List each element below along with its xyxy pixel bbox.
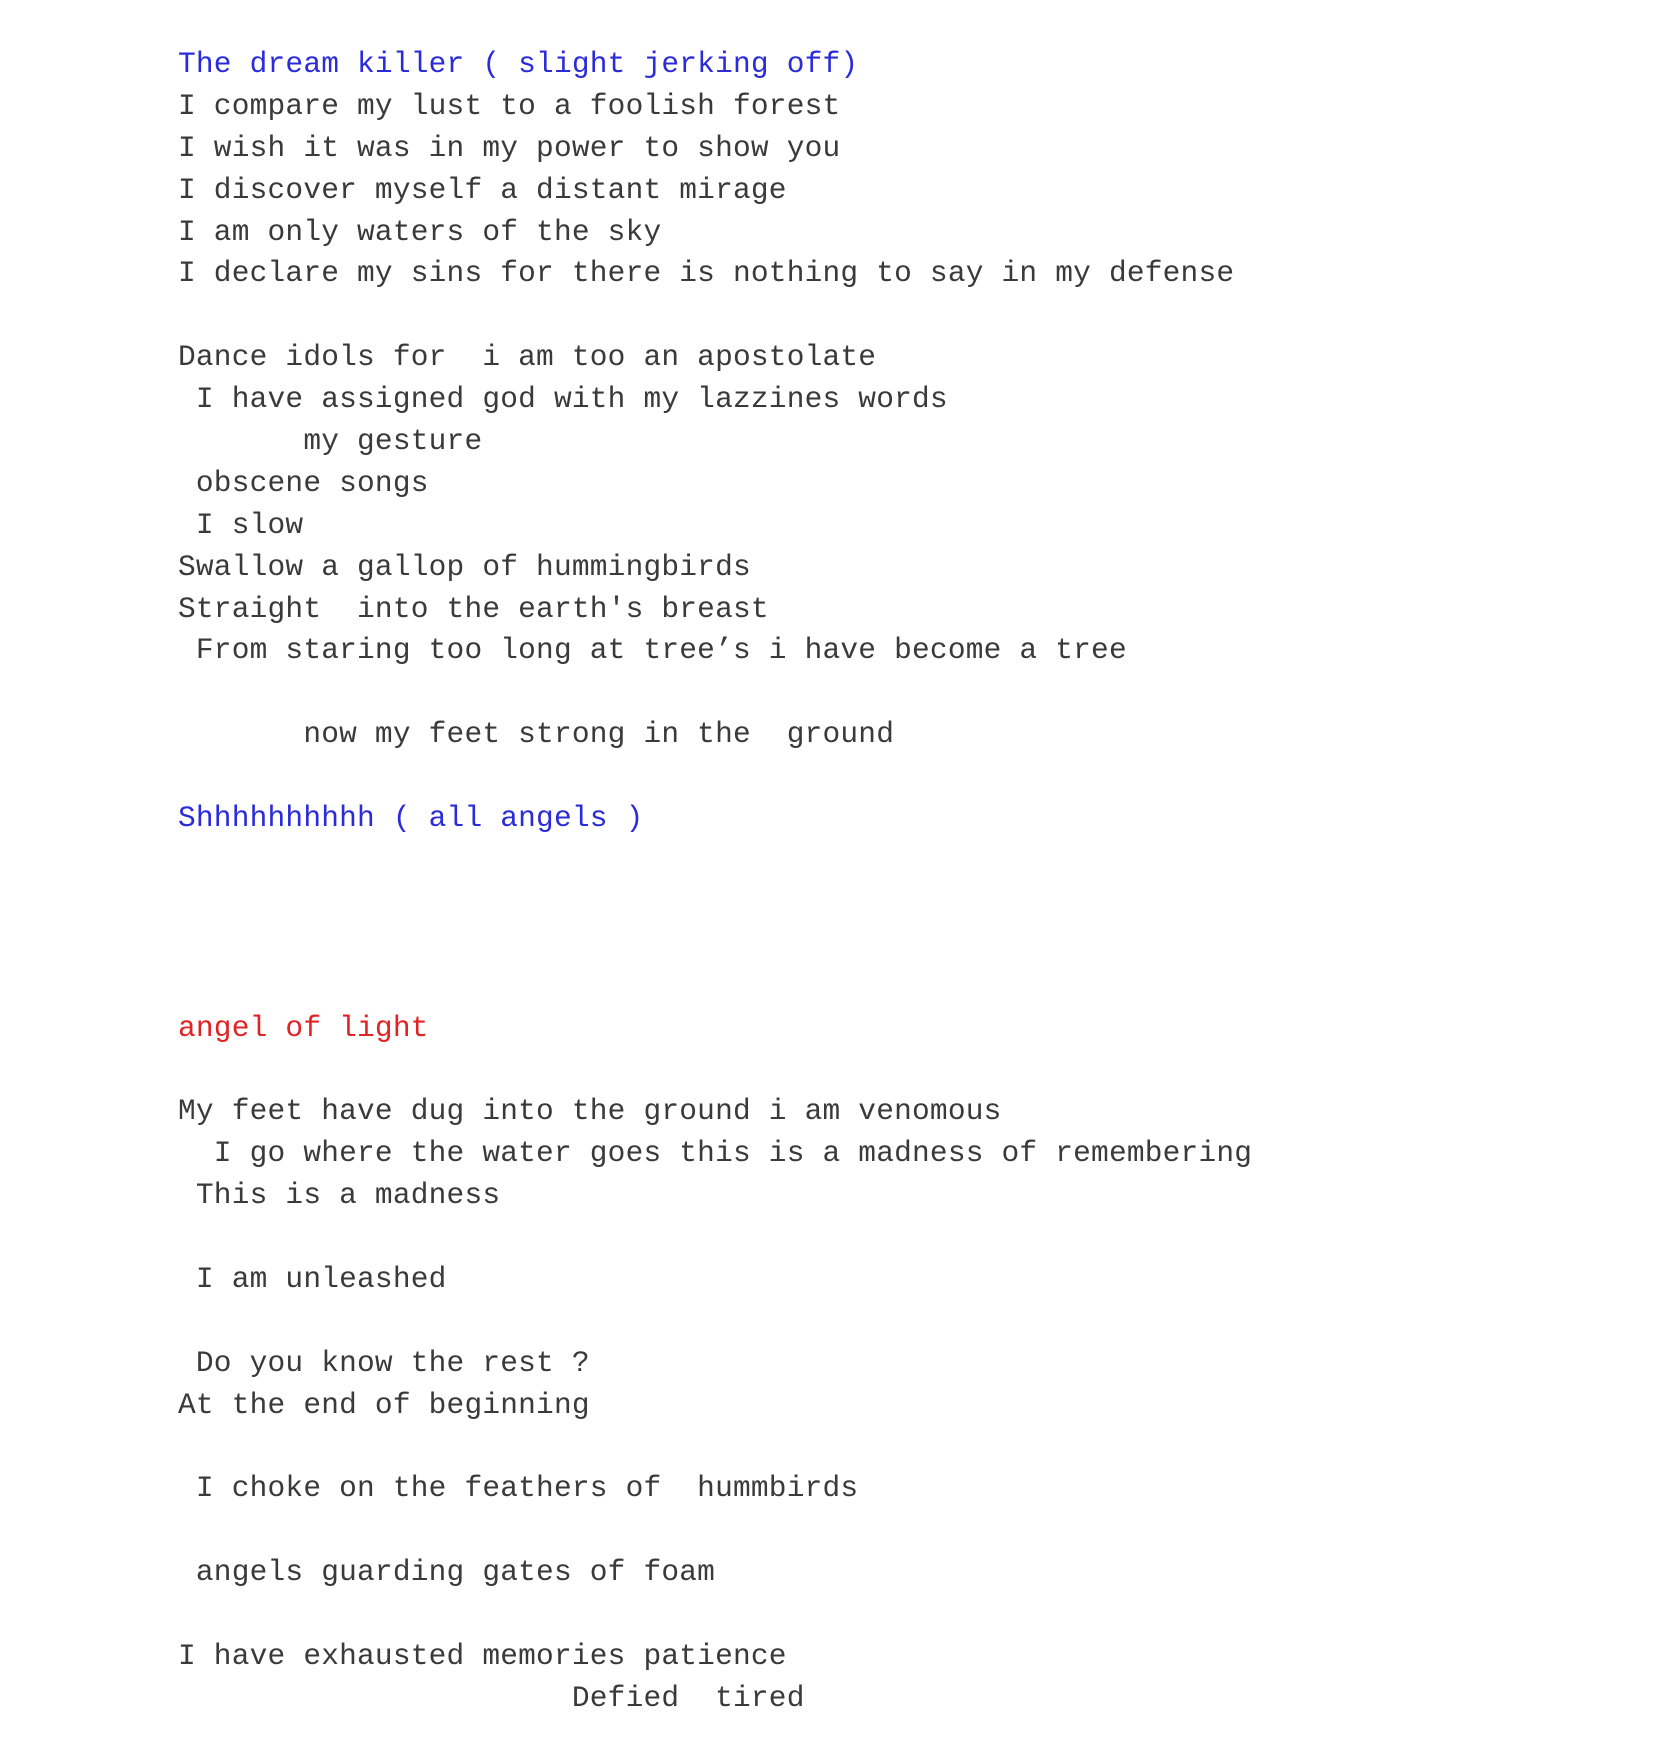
poem-title: angel of light [178, 1010, 429, 1045]
poem-body [178, 86, 1638, 798]
poem-document [178, 44, 1638, 1720]
blank-line [178, 1594, 1638, 1636]
poem-line: I choke on the feathers of hummbirds [178, 1471, 859, 1506]
blank-line [178, 1217, 1638, 1259]
poem-line: obscene songs [178, 465, 429, 500]
blank-line [178, 1426, 1638, 1468]
poem-angel-of-light [178, 1008, 1638, 1720]
poem-line: Do you know the rest ? [178, 1345, 590, 1380]
poem-title: The dream killer ( slight jerking off) [178, 47, 859, 81]
poem-line: I wish it was in my power to show you [178, 130, 841, 165]
poem-closing: Shhhhhhhhhh ( all angels ) [178, 801, 644, 836]
poem-line: I go where the water goes this is a madness of remembering [178, 1136, 1253, 1171]
poem-line: I slow [178, 507, 304, 542]
blank-line [178, 1510, 1638, 1552]
poem-line: I declare my sins for there is nothing to say in my defense [178, 256, 1235, 291]
poem-line: my gesture [178, 424, 483, 459]
blank-line [178, 1049, 1638, 1091]
poem-line: I am unleashed [178, 1261, 447, 1296]
poem-line: I compare my lust to a foolish forest [178, 88, 841, 123]
poem-line: This is a madness [178, 1178, 501, 1213]
blank-line [178, 672, 1638, 714]
blank-line [178, 756, 1638, 798]
poem-line: My feet have dug into the ground i am venomous [178, 1094, 1002, 1129]
blank-line [178, 295, 1638, 337]
poem-body [178, 1049, 1638, 1719]
poem-line: I have assigned god with my lazzines words [178, 382, 948, 417]
poem-line: angels guarding gates of foam [178, 1555, 716, 1590]
poem-line: Defied tired [178, 1680, 805, 1715]
poem-line: Dance idols for i am too an apostolate [178, 340, 877, 375]
poem-line: At the end of beginning [178, 1387, 590, 1422]
poem-dream-killer [178, 44, 1638, 840]
poem-line: Straight into the earth's breast [178, 591, 769, 626]
poem-line: From staring too long at tree’s i have become a tree [178, 633, 1127, 668]
poem-line: I have exhausted memories patience [178, 1638, 787, 1673]
poem-line: now my feet strong in the ground [178, 717, 895, 752]
poem-line: Swallow a gallop of hummingbirds [178, 549, 751, 584]
section-spacer [178, 840, 1638, 1008]
poem-line: I discover myself a distant mirage [178, 172, 787, 207]
blank-line [178, 1301, 1638, 1343]
poem-line: I am only waters of the sky [178, 214, 662, 249]
